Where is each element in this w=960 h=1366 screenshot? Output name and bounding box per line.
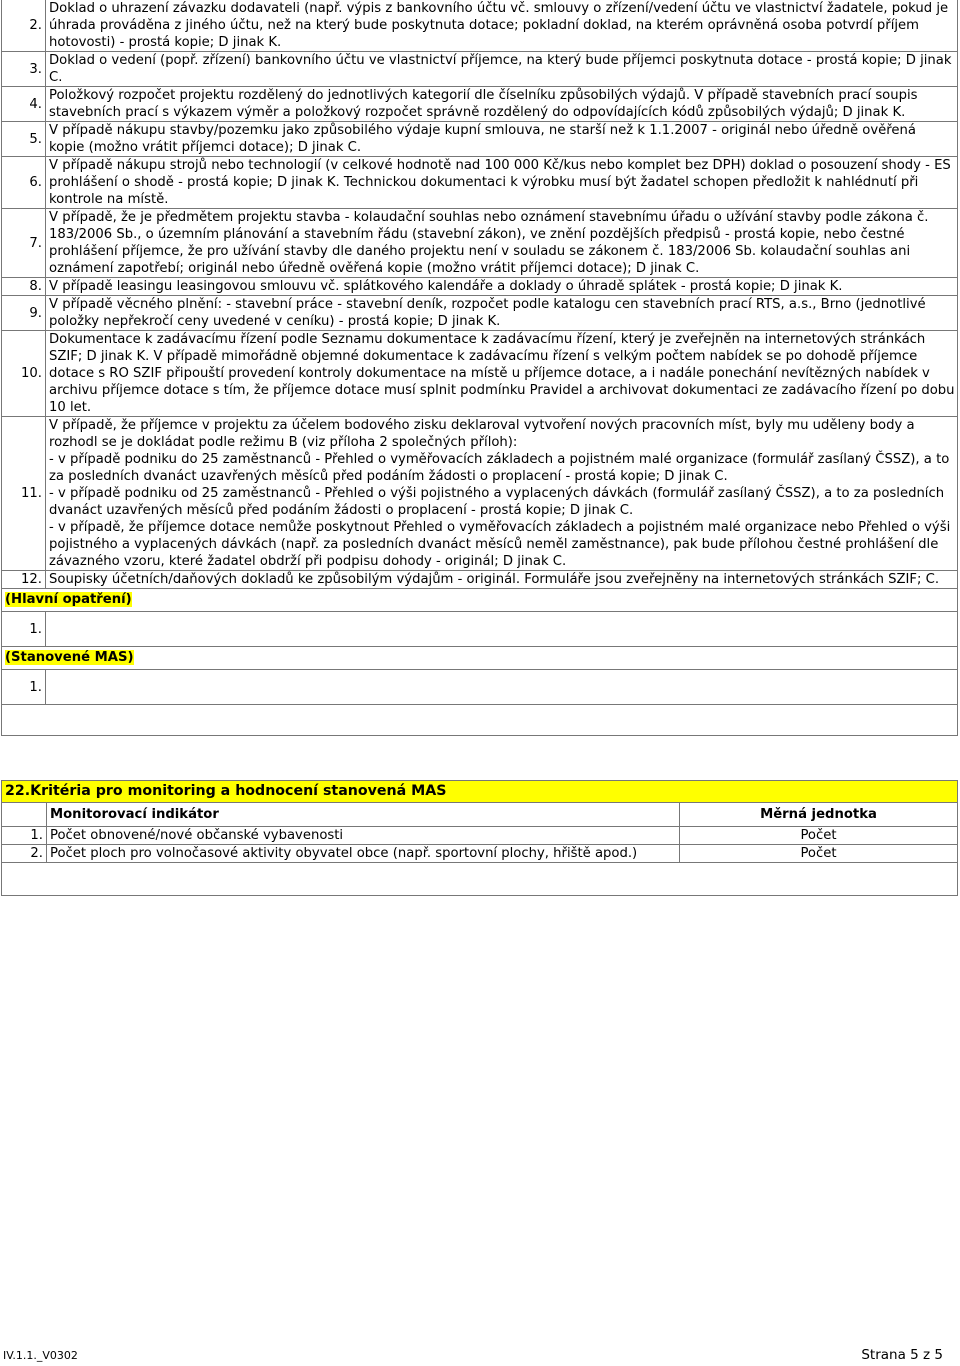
doc-text: V případě, že je předmětem projektu stavba - kolaudační souhlas nebo oznámení stavebnímu úřadu o užívání stavby podle zákona č. 183/2006 Sb., o územním plánování a stavebním řádu (stavební zákon), ve znění pozdějších předpisů - prostá kopie, nebo čestné prohlášení příjemce, že pro užívání stavby dle daného projektu není v souladu se zákonem č. 183/2006 Sb. kolaudační souhlas ani oznámení zapotřebí; originál nebo úředně ověřená kopie (možno vrátit příjemci dotace); D jinak C. [46,209,958,278]
doc-row [2,209,958,278]
doc-paragraph: - v případě podniku od 25 zaměstnanců - Přehled o výši pojistného a vyplacených dávkách (formulář zasílaný ČSSZ), a to za posledních dvanáct uzavřených měsíců před podáním žádosti o proplacení - prostá kopie; D jinak C. [49,486,945,518]
doc-row [2,122,958,157]
criteria-number: 2. [2,845,47,863]
section-entry-row [2,670,958,705]
doc-number: 5. [2,122,46,157]
spacer-row [2,705,958,736]
doc-paragraph: - v případě podniku do 25 zaměstnanců - Přehled o vyměřovacích základech a pojistném malé organizace (formulář zasílaný ČSSZ), a to za posledních dvanáct uzavřených měsíců před podáním žádosti o proplacení - prostá kopie; D jinak C. [49,452,950,484]
hlavni-opatreni-heading: (Hlavní opatření) [5,592,132,607]
doc-row [2,417,958,571]
documents-table [1,0,958,736]
doc-paragraph: V případě, že příjemce v projektu za účelem bodového zisku deklaroval vytvoření nových pracovních míst, byly mu uděleny body a rozhodl se je dokládat podle režimu B (viz příloha 2 společných příloh): [49,418,915,450]
spacer-cell [2,705,958,736]
section-row [2,589,958,612]
criteria-table [1,780,958,896]
section-entry-blank [46,612,958,647]
doc-row [2,0,958,52]
doc-row [2,571,958,589]
doc-row [2,52,958,87]
doc-text: Doklad o uhrazení závazku dodavateli (např. výpis z bankovního účtu vč. smlouvy o zřízení/vedení účtu ve vlastnictví žadatele, pokud je úhrada prováděna z jiného účtu, než na který bude poskytnuta dotace; pokladní doklad, na kterém oprávněná osoba potvrdí příjem hotovosti) - prostá kopie; D jinak K. [46,0,958,52]
criteria-header-blank [2,803,47,827]
footer-page-number: Strana 5 z 5 [861,1347,943,1363]
criteria-title-row [2,781,958,803]
section-entry-blank [46,670,958,705]
doc-text: Položkový rozpočet projektu rozdělený do jednotlivých kategorií dle číselníku způsobilých výdajů. V případě stavebních prací soupis stavebních prací s výkazem výměr a položkový rozpočet správně rozdělený do odpovídajících kódů způsobilých výdajů; D jinak K. [46,87,958,122]
criteria-indicator-header: Monitorovací indikátor [47,803,680,827]
spacer-row [2,863,958,896]
criteria-row [2,845,958,863]
doc-text: V případě věcného plnění: - stavební práce - stavební deník, rozpočet podle katalogu cen stavebních prací RTS, a.s., Brno (jednotlivé položky nepřekročí ceny uvedené v ceníku) - prostá kopie; D jinak K. [46,296,958,331]
criteria-number: 1. [2,827,47,845]
footer-form-code: IV.1.1._V0302 [3,1349,78,1362]
section-entry-number: 1. [2,612,46,647]
doc-number: 2. [2,0,46,52]
doc-number: 6. [2,157,46,209]
doc-number: 3. [2,52,46,87]
criteria-title: 22.Kritéria pro monitoring a hodnocení stanovená MAS [2,781,958,803]
section-entry-number: 1. [2,670,46,705]
doc-text: V případě leasingu leasingovou smlouvu vč. splátkového kalendáře a doklady o úhradě splátek - prostá kopie; D jinak K. [46,278,958,296]
doc-number: 10. [2,331,46,417]
doc-row [2,296,958,331]
spacer-cell [2,863,958,896]
criteria-indicator: Počet ploch pro volnočasové aktivity obyvatel obce (např. sportovní plochy, hřiště apod.) [47,845,680,863]
stanovene-mas-heading: (Stanovené MAS) [5,650,134,665]
criteria-header-row [2,803,958,827]
doc-row [2,331,958,417]
doc-row [2,157,958,209]
criteria-unit-header: Měrná jednotka [680,803,958,827]
doc-text: Doklad o vedení (popř. zřízení) bankovního účtu ve vlastnictví příjemce, na který bude příjemci poskytnuta dotace - prostá kopie; D jinak C. [46,52,958,87]
doc-number: 11. [2,417,46,571]
doc-number: 7. [2,209,46,278]
criteria-indicator: Počet obnovené/nové občanské vybavenosti [47,827,680,845]
doc-paragraph: - v případě, že příjemce dotace nemůže poskytnout Přehled o vyměřovacích základech a pojistném malé organizace nebo Přehled o výši pojistného a vyplacených dávkách (např. za posledních dvanáct měsíců neměl zaměstnance), pak bude přílohou čestné prohlášení dle závazného vzoru, které žadatel obdrží při podpisu dohody - originál; D jinak C. [49,520,951,569]
doc-text [46,417,958,571]
doc-number: 12. [2,571,46,589]
criteria-unit: Počet [680,827,958,845]
doc-text: Soupisky účetních/daňových dokladů ke způsobilým výdajům - originál. Formuláře jsou zveřejněny na internetových stránkách SZIF; C. [46,571,958,589]
section-row [2,647,958,670]
doc-number: 8. [2,278,46,296]
doc-text: Dokumentace k zadávacímu řízení podle Seznamu dokumentace k zadávacímu řízení, který je zveřejněn na internetových stránkách SZIF; D jinak K. V případě mimořádně objemné dokumentace k zadávacímu řízení s velkým počtem nabídek se po dohodě příjemce dotace s RO SZIF připouští provedení kontroly dokumentace na místě u příjemce dotace, a i nadále ponechání nevítězných nabídek v archivu příjemce dotace s tím, že příjemce dotace musí splnit podmínku Pravidel a archivovat dokumentaci ze zadávacího řízení po dobu 10 let. [46,331,958,417]
criteria-unit: Počet [680,845,958,863]
doc-row [2,87,958,122]
section-entry-row [2,612,958,647]
doc-number: 9. [2,296,46,331]
doc-row [2,278,958,296]
doc-text: V případě nákupu stavby/pozemku jako způsobilého výdaje kupní smlouva, ne starší než k 1.1.2007 - originál nebo úředně ověřená kopie (možno vrátit příjemci dotace); D jinak C. [46,122,958,157]
criteria-row [2,827,958,845]
doc-number: 4. [2,87,46,122]
doc-text: V případě nákupu strojů nebo technologií (v celkové hodnotě nad 100 000 Kč/kus nebo komplet bez DPH) doklad o posouzení shody - ES prohlášení o shodě - prostá kopie; D jinak K. Technickou dokumentaci k výrobku musí být žadatel schopen předložit k nahlédnutí při kontrole na místě. [46,157,958,209]
